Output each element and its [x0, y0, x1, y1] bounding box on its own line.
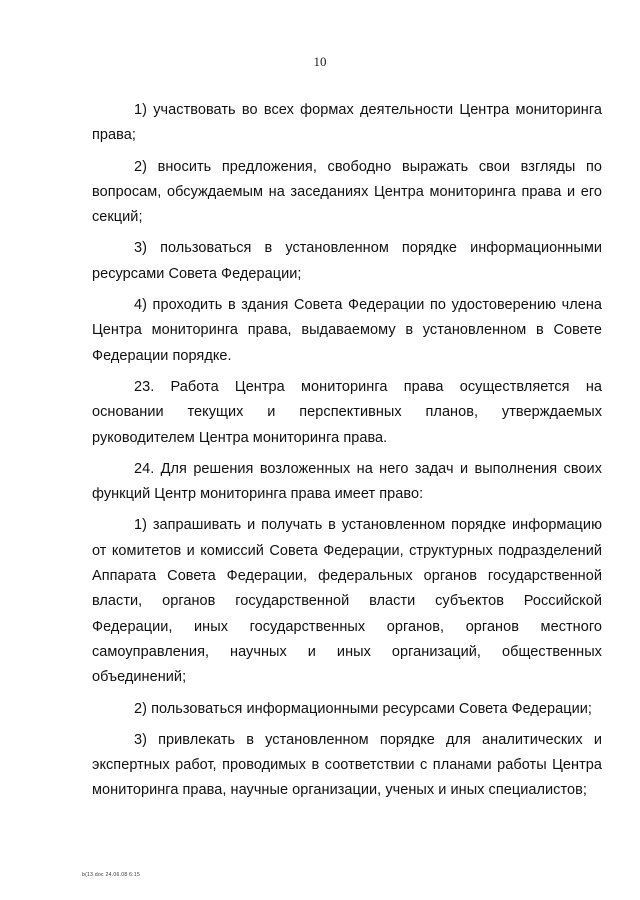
- document-body: [92, 98, 602, 810]
- page-number: 10: [313, 54, 327, 69]
- footer-file-code: b(13.doc 24.06.08 6:15: [82, 872, 141, 878]
- paragraph-power-1: 1) запрашивать и получать в установленном порядке информацию от комитетов и комиссий Совета Федерации, структурных подразделений Аппарата Совета Федерации, федеральных органов государственной власти, органов государственной власти субъектов Российской Федерации, иных государственных органов, органов местного самоуправления, научных и иных организаций, общественных объединений;: [92, 517, 602, 686]
- paragraph-right-2: 2) вносить предложения, свободно выражать свои взгляды по вопросам, обсуждаемым на заседаниях Центра мониторинга права и его секций;: [92, 158, 602, 226]
- paragraph-right-4: 4) проходить в здания Совета Федерации по удостоверению члена Центра мониторинга права, выдаваемому в установленном в Совете Федерации порядке.: [92, 297, 602, 364]
- paragraph-power-2: 2) пользоваться информационными ресурсами Совета Федерации;: [134, 700, 592, 717]
- paragraph-power-3: 3) привлекать в установленном порядке для аналитических и экспертных работ, проводимых в соответствии с планами работы Центра мониторинга права, научные организации, ученых и иных специалистов;: [92, 731, 602, 799]
- paragraph-clause-24: 24. Для решения возложенных на него задач и выполнения своих функций Центр мониторинга права имеет право:: [92, 460, 602, 503]
- paragraph-right-1: 1) участвовать во всех формах деятельности Центра мониторинга права;: [92, 102, 602, 144]
- paragraph-clause-23: 23. Работа Центра мониторинга права осуществляется на основании текущих и перспективных планов, утверждаемых руководителем Центра мониторинга права.: [92, 378, 602, 446]
- paragraph-right-3: 3) пользоваться в установленном порядке информационными ресурсами Совета Федерации;: [92, 240, 602, 282]
